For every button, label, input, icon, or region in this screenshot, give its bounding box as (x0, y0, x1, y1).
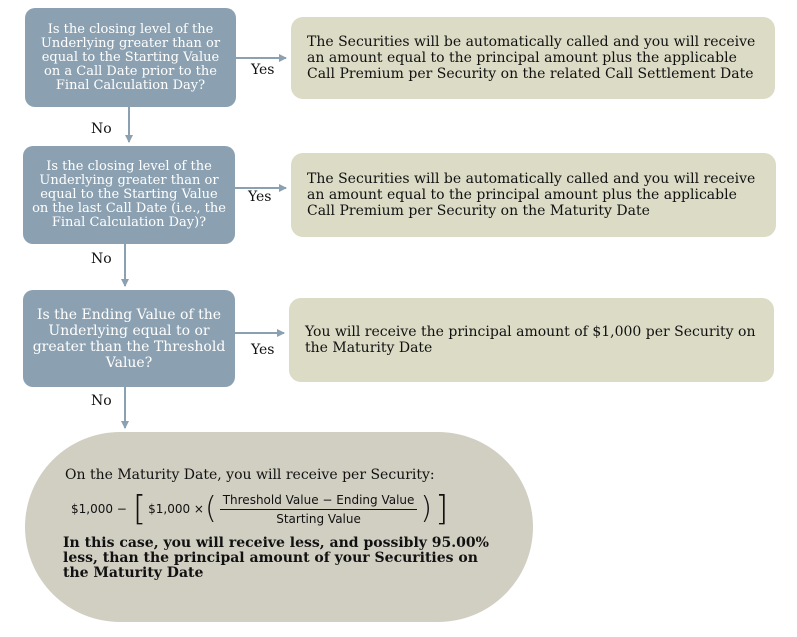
yes-label-1: Yes (251, 62, 275, 78)
answer-box-3 (289, 298, 774, 382)
formula-right-bracket: ] (435, 489, 449, 529)
answer-box-1 (291, 17, 775, 99)
question-box-1 (25, 8, 236, 107)
formula-left-paren: ( (204, 491, 217, 526)
yes-label-2: Yes (248, 189, 272, 205)
answer-box-2 (291, 153, 776, 237)
answer-text-3: You will receive the principal amount of $1,000 per Security on the Maturity Date (305, 324, 756, 356)
final-outcome-box (25, 432, 533, 622)
question-text-3: Is the Ending Value of the Underlying equal to or greater than the Threshold Value? (32, 306, 226, 371)
final-note-text: In this case, you will receive less, and possibly 95.00% less, than the principal amount of your Securities on the Maturity Date (63, 535, 489, 581)
formula-numerator: Threshold Value − Ending Value (220, 493, 418, 510)
final-intro-text: On the Maturity Date, you will receive per Security: (65, 467, 435, 483)
answer-text-1: The Securities will be automatically called and you will receive an amount equal to the principal amount plus the applicable Call Premium per Security on the related Call Settlement Date (307, 34, 756, 82)
payout-formula (71, 489, 450, 529)
no-label-1: No (91, 121, 112, 137)
question-text-2: Is the closing level of the Underlying greater than or equal to the Starting Value on the last Call Date (i.e., the Final Calculation Day)? (32, 159, 226, 230)
question-box-3 (23, 290, 235, 387)
formula-fraction (220, 493, 418, 526)
formula-left-bracket: [ (132, 489, 147, 529)
formula-right-paren: ) (420, 491, 433, 526)
yes-label-3: Yes (251, 342, 275, 358)
formula-inner: $1,000 × (148, 502, 204, 516)
no-label-3: No (91, 393, 112, 409)
formula-denominator: Starting Value (276, 511, 361, 526)
answer-text-2: The Securities will be automatically called and you will receive an amount equal to the principal amount plus the applicable Call Premium per Security on the Maturity Date (307, 171, 756, 219)
no-label-2: No (91, 251, 112, 267)
question-text-1: Is the closing level of the Underlying greater than or equal to the Starting Value on a Call Date prior to the Final Calculation Day? (40, 21, 221, 93)
question-box-2 (23, 146, 235, 244)
formula-lead: $1,000 − (71, 502, 127, 516)
